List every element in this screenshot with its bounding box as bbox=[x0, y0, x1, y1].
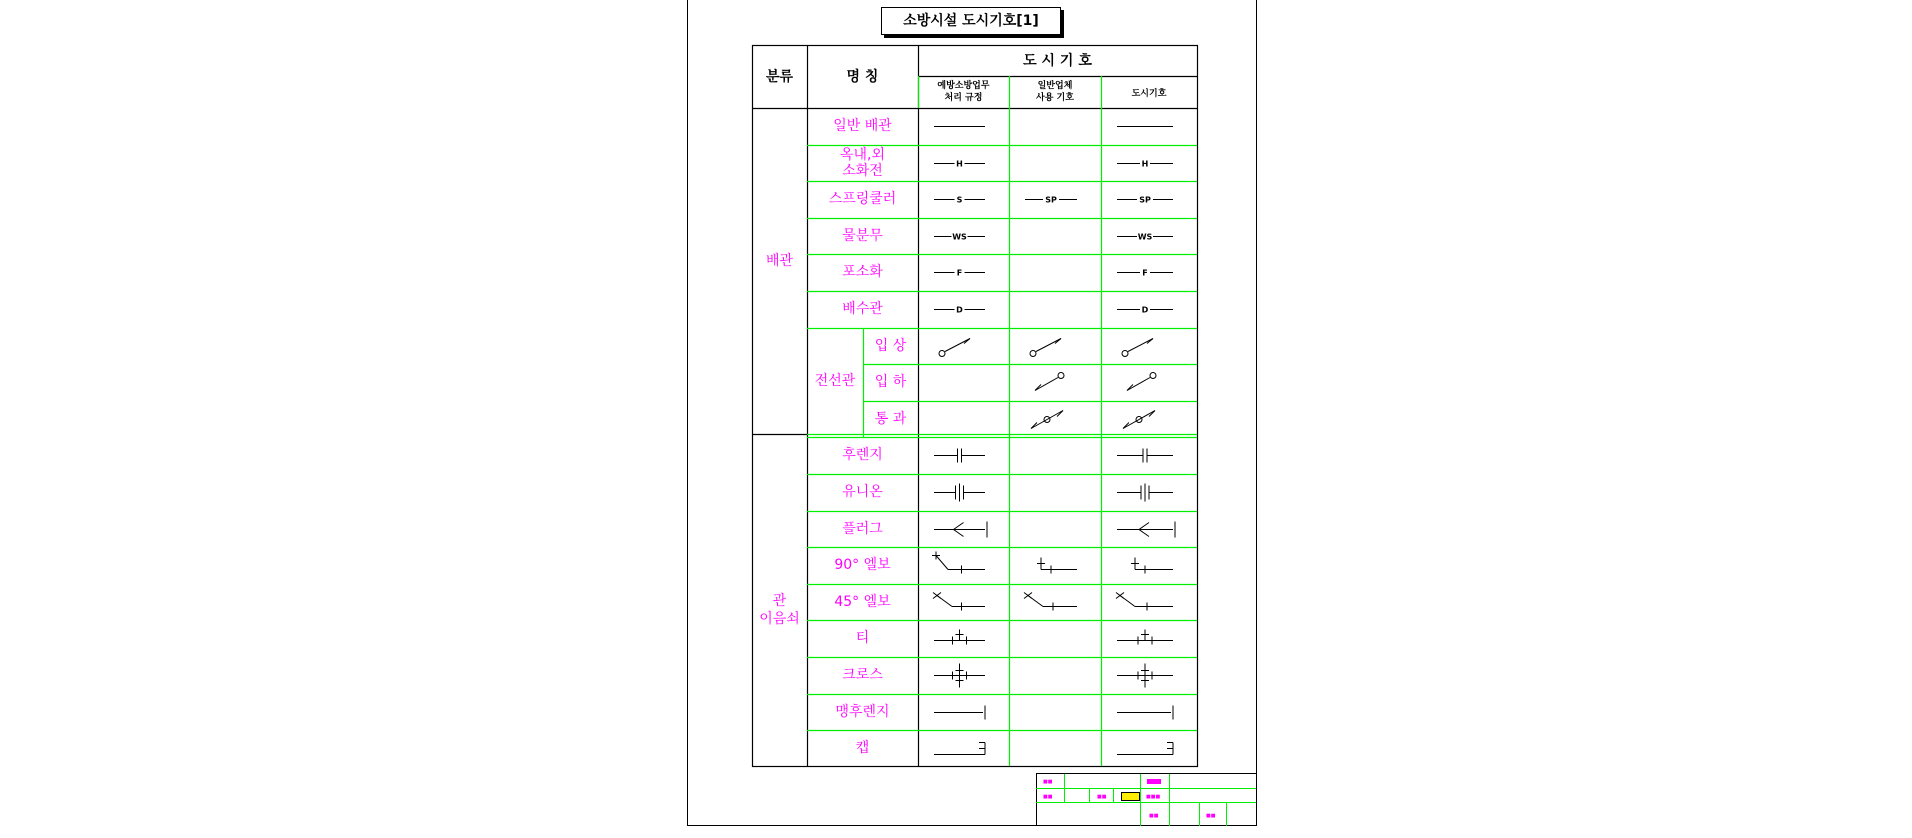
symbol-cell bbox=[1101, 620, 1197, 657]
symbol-cell bbox=[918, 474, 1009, 511]
pipe-symbol-F bbox=[918, 254, 1009, 291]
symbol-cell bbox=[1101, 437, 1197, 474]
item-name: 일반 배관 bbox=[833, 118, 892, 134]
item-name: 맹후렌지 bbox=[835, 703, 890, 720]
pipe-letter: H bbox=[1141, 159, 1149, 169]
item-name: 플러그 bbox=[842, 520, 883, 537]
pipe-symbol-riser-down bbox=[1009, 364, 1101, 401]
item-name: 포소화 bbox=[842, 264, 883, 281]
pipe-symbol-blind bbox=[1101, 694, 1197, 731]
item-name: 45° 엘보 bbox=[834, 593, 891, 610]
item-name: 90° 엘보 bbox=[834, 557, 891, 574]
category-fittings-line2: 이음쇠 bbox=[759, 611, 800, 627]
header-sub-3: 도시기호 bbox=[1131, 89, 1167, 99]
pipe-symbol-elbow45 bbox=[1009, 584, 1101, 621]
symbol-cell bbox=[1101, 401, 1197, 438]
pipe-symbol-SP bbox=[1009, 181, 1101, 218]
pipe-symbol-plain bbox=[918, 108, 1009, 145]
pipe-symbol-WS bbox=[918, 218, 1009, 255]
category-fittings-line1: 관 bbox=[772, 593, 787, 609]
titleblock-label: ■■ bbox=[1043, 779, 1053, 785]
pipe-symbol-tee bbox=[918, 620, 1009, 657]
symbol-cell bbox=[918, 181, 1009, 218]
item-name: 크로스 bbox=[842, 667, 883, 683]
symbol-cell bbox=[1101, 291, 1197, 328]
item-name: 입 상 bbox=[874, 337, 907, 354]
pipe-symbol-plug bbox=[1101, 511, 1197, 548]
item-name: 통 과 bbox=[874, 410, 907, 427]
pipe-symbol-flange bbox=[918, 437, 1009, 474]
header-sub-1-line1: 예방소방업무 bbox=[937, 81, 990, 91]
pipe-symbol-elbow90b bbox=[1009, 547, 1101, 584]
symbol-cell bbox=[918, 730, 1009, 767]
symbol-cell bbox=[1009, 547, 1101, 584]
item-name: 유니온 bbox=[842, 484, 883, 500]
symbol-cell bbox=[918, 584, 1009, 621]
symbol-cell bbox=[1101, 218, 1197, 255]
header-name: 명 칭 bbox=[846, 69, 879, 85]
header-sub-1 bbox=[918, 80, 1009, 104]
pipe-symbol-riser-down bbox=[1101, 364, 1197, 401]
pipe-letter: H bbox=[956, 159, 963, 169]
page-title: 소방시설 도시기호[1] bbox=[881, 7, 1061, 35]
symbol-cell bbox=[1101, 181, 1197, 218]
pipe-letter: SP bbox=[1045, 195, 1057, 205]
pipe-symbol-D bbox=[918, 291, 1009, 328]
item-name-line2: 소화전 bbox=[842, 162, 883, 179]
titleblock-label: ■■ bbox=[1043, 794, 1053, 800]
pipe-symbol-WS bbox=[1101, 218, 1197, 255]
pipe-letter: D bbox=[956, 305, 963, 315]
pipe-letter: S bbox=[956, 195, 963, 205]
pipe-symbol-riser-up bbox=[1009, 328, 1101, 365]
header-category: 분류 bbox=[765, 69, 794, 85]
symbol-cell bbox=[918, 547, 1009, 584]
pipe-symbol-union bbox=[1101, 474, 1197, 511]
header-sub-2-line2: 사용 기호 bbox=[1036, 93, 1074, 103]
pipe-letter: F bbox=[1142, 268, 1148, 278]
item-name bbox=[807, 147, 918, 179]
symbol-cell bbox=[1101, 730, 1197, 767]
category-fittings bbox=[752, 592, 807, 628]
symbol-cell bbox=[918, 437, 1009, 474]
symbol-cell bbox=[918, 620, 1009, 657]
pipe-symbol-cross bbox=[1101, 657, 1197, 694]
symbol-cell bbox=[1101, 584, 1197, 621]
titleblock-logo bbox=[1121, 792, 1140, 801]
symbol-cell bbox=[918, 108, 1009, 145]
pipe-symbol-blind bbox=[918, 694, 1009, 731]
item-name: 후렌지 bbox=[842, 447, 883, 464]
symbol-cell bbox=[1101, 254, 1197, 291]
pipe-letter: WS bbox=[1137, 232, 1153, 242]
titleblock-mark bbox=[1147, 779, 1161, 784]
item-name: 물분무 bbox=[842, 227, 883, 244]
symbol-cell bbox=[1009, 364, 1101, 401]
pipe-symbol-S bbox=[918, 181, 1009, 218]
pipe-symbol-flange bbox=[1101, 437, 1197, 474]
pipe-symbol-pass bbox=[1009, 401, 1101, 438]
pipe-symbol-H bbox=[918, 145, 1009, 182]
header-sub-2 bbox=[1009, 80, 1101, 104]
pipe-symbol-riser-up bbox=[918, 328, 1009, 365]
pipe-symbol-elbow90 bbox=[918, 547, 1009, 584]
pipe-symbol-elbow45 bbox=[1101, 584, 1197, 621]
header-sub-1-line2: 처리 규정 bbox=[944, 93, 983, 103]
category-piping: 배관 bbox=[765, 253, 794, 269]
pipe-symbol-F bbox=[1101, 254, 1197, 291]
pipe-letter: SP bbox=[1139, 195, 1151, 205]
pipe-letter: D bbox=[1141, 305, 1149, 315]
symbol-cell bbox=[1009, 328, 1101, 365]
pipe-symbol-elbow90b bbox=[1101, 547, 1197, 584]
symbol-cell bbox=[918, 328, 1009, 365]
symbol-cell bbox=[1101, 657, 1197, 694]
symbol-cell bbox=[918, 145, 1009, 182]
symbol-cell bbox=[1101, 694, 1197, 731]
symbol-cell bbox=[1009, 181, 1101, 218]
category-riser-group: 전선관 bbox=[814, 373, 856, 389]
symbol-cell bbox=[918, 218, 1009, 255]
pipe-symbol-SP bbox=[1101, 181, 1197, 218]
item-name: 입 하 bbox=[874, 374, 907, 391]
symbol-cell bbox=[1101, 547, 1197, 584]
symbol-cell bbox=[1101, 511, 1197, 548]
symbol-cell bbox=[918, 657, 1009, 694]
pipe-letter: F bbox=[956, 268, 963, 278]
pipe-symbol-plain bbox=[1101, 108, 1197, 145]
symbol-cell bbox=[1009, 401, 1101, 438]
pipe-symbol-plug bbox=[918, 511, 1009, 548]
symbol-cell bbox=[918, 694, 1009, 731]
pipe-letter: WS bbox=[952, 232, 967, 242]
titleblock-label: ■■ bbox=[1149, 813, 1159, 819]
item-name: 티 bbox=[855, 630, 870, 647]
header-sub-2-line1: 일반업체 bbox=[1037, 81, 1073, 91]
titleblock-label: ■■ bbox=[1097, 794, 1107, 800]
pipe-symbol-D bbox=[1101, 291, 1197, 328]
symbol-cell bbox=[1101, 145, 1197, 182]
titleblock-label: ■■■ bbox=[1146, 794, 1161, 800]
header-symbols: 도 시 기 호 bbox=[1023, 53, 1092, 69]
pipe-symbol-cross bbox=[918, 657, 1009, 694]
pipe-symbol-pass bbox=[1101, 401, 1197, 438]
pipe-symbol-riser-up bbox=[1101, 328, 1197, 365]
pipe-symbol-union bbox=[918, 474, 1009, 511]
symbol-cell bbox=[918, 254, 1009, 291]
pipe-symbol-cap bbox=[918, 730, 1009, 767]
pipe-symbol-cap bbox=[1101, 730, 1197, 767]
symbol-cell bbox=[1101, 474, 1197, 511]
pipe-symbol-tee bbox=[1101, 620, 1197, 657]
item-name-line1: 옥내,외 bbox=[839, 146, 886, 163]
symbol-cell bbox=[1101, 328, 1197, 365]
symbol-cell bbox=[918, 511, 1009, 548]
titleblock-label: ■■ bbox=[1206, 813, 1216, 819]
pipe-symbol-elbow45 bbox=[918, 584, 1009, 621]
pipe-symbol-H bbox=[1101, 145, 1197, 182]
symbol-cell bbox=[1009, 584, 1101, 621]
item-name: 캡 bbox=[855, 740, 870, 757]
symbol-cell bbox=[1101, 364, 1197, 401]
symbol-cell bbox=[1101, 108, 1197, 145]
item-name: 배수관 bbox=[842, 301, 883, 317]
item-name: 스프링쿨러 bbox=[828, 191, 897, 208]
symbol-cell bbox=[918, 291, 1009, 328]
